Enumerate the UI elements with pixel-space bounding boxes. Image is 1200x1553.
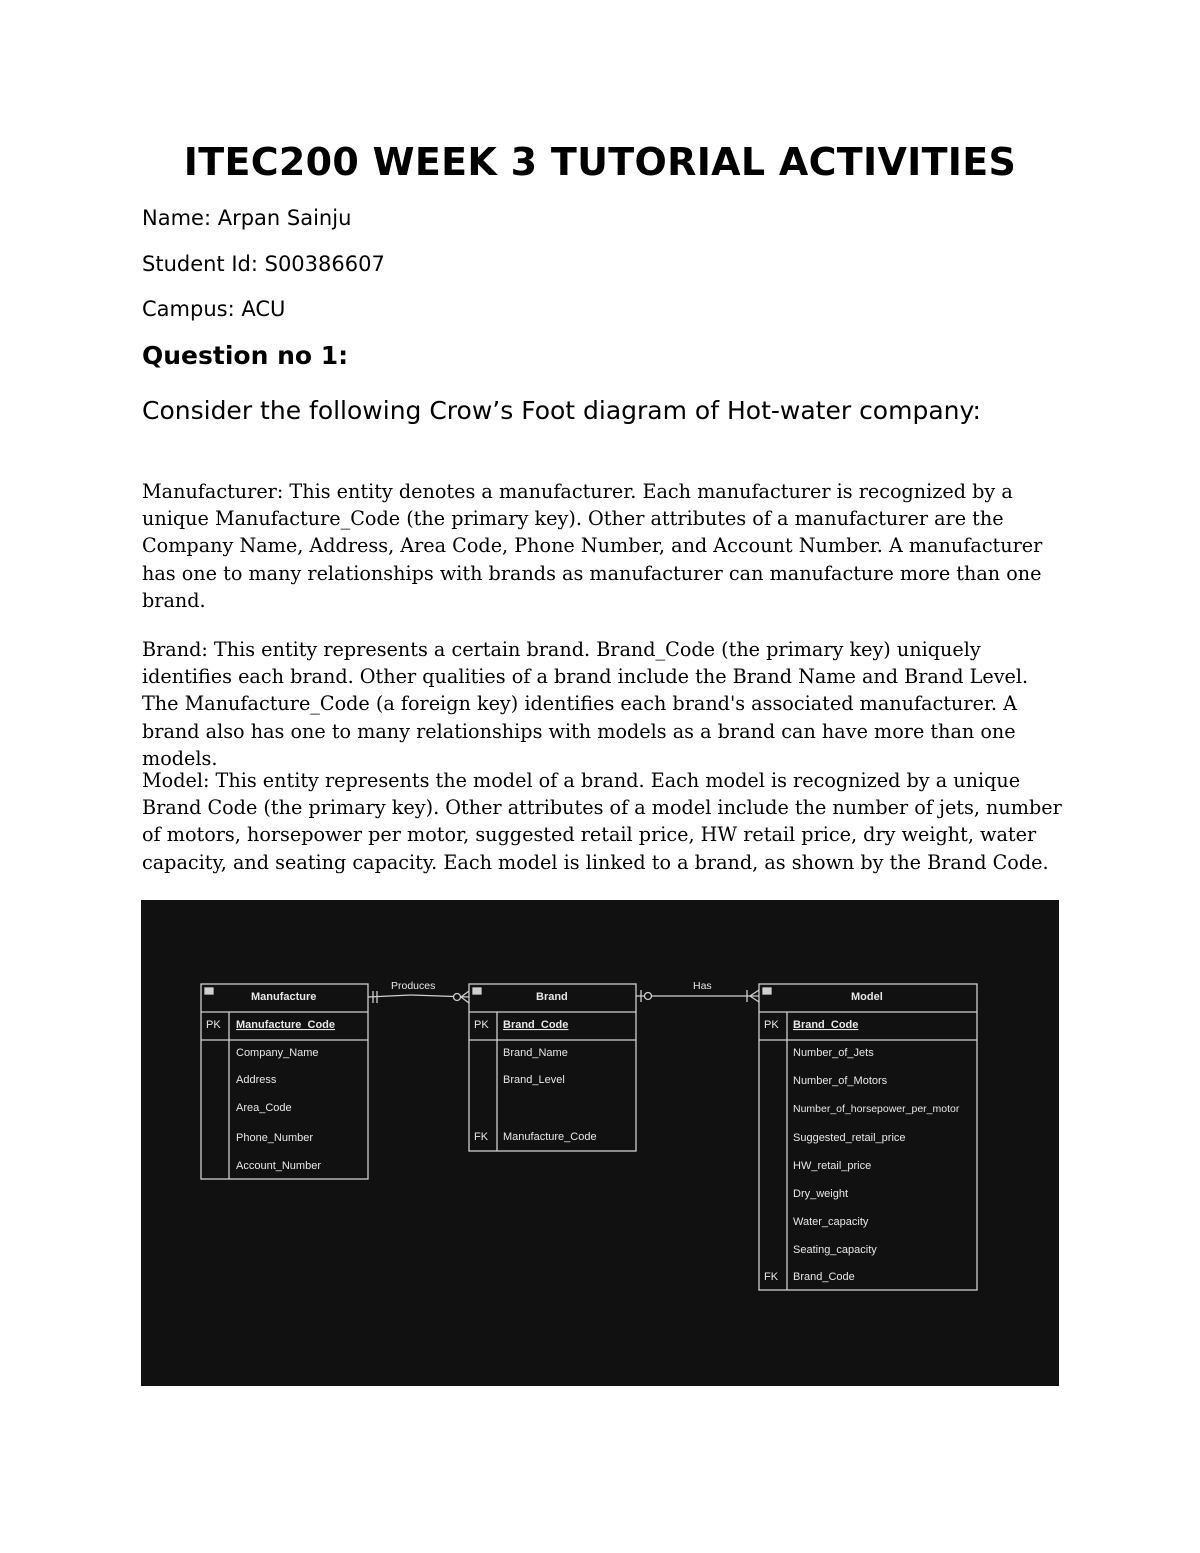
pk-attribute: Brand_Code [793,1019,859,1031]
fk-label: FK [474,1131,489,1143]
attribute: Water_capacity [793,1216,869,1228]
attribute: Company_Name [236,1047,319,1059]
attribute: Area_Code [236,1102,292,1114]
campus: Campus: ACU [142,297,286,321]
question-heading: Question no 1: [142,341,349,370]
attribute: Phone_Number [236,1132,314,1144]
attribute: Seating_capacity [793,1244,877,1256]
fk-label: FK [764,1271,779,1283]
erd-diagram [141,900,1059,1386]
entity-brand-title: Brand [536,991,568,1003]
attribute: Number_of_horsepower_per_motor [793,1103,960,1115]
pk-attribute: Manufacture_Code [236,1019,336,1031]
paragraph-manufacturer: Manufacturer: This entity denotes a manufacturer. Each manufacturer is recognized by a unique Manufacture_Code (the primary key). Other attributes of a manufacturer are the Company Name, Address, Area Code, Phone Number, and Account Number. A manufacturer has one to many relationships with brands as manufacturer can manufacture more than one brand. [142,480,1043,612]
pk-label: PK [474,1019,489,1031]
pk-label: PK [764,1019,779,1031]
entity-manufacture-title: Manufacture [251,991,317,1003]
attribute: Account_Number [236,1160,321,1172]
paragraph-model: Model: This entity represents the model of a brand. Each model is recognized by a unique Brand Code (the primary key). Other attributes of a model include the number of jets, number of motors, horsepower per motor, suggested retail price, HW retail price, dry weight, water capacity, and seating capacity. Each model is linked to a brand, as shown by the Brand Code. [142,769,1062,874]
entity-table-icon [473,988,481,994]
attribute: Brand_Level [503,1074,565,1086]
pk-attribute: Brand_Code [503,1019,569,1031]
relationship-produces-line [368,991,469,1003]
relationship-produces-label: Produces [391,980,436,992]
entity-manufacture [201,984,368,1179]
fk-attribute: Brand_Code [793,1271,855,1283]
relationship-has-label: Has [693,980,712,992]
attribute: Suggested_retail_price [793,1132,906,1144]
entity-table-icon [205,988,213,994]
student-name: Name: Arpan Sainju [142,206,352,230]
entity-table-icon [763,988,771,994]
entity-brand [469,984,636,1151]
attribute: Number_of_Jets [793,1047,874,1059]
attribute: HW_retail_price [793,1160,872,1172]
question-text: Consider the following Crow’s Foot diagram of Hot-water company: [142,396,981,425]
entity-model-title: Model [851,991,883,1003]
pk-label: PK [206,1019,221,1031]
attribute: Address [236,1074,277,1086]
student-id: Student Id: S00386607 [142,252,385,276]
attribute: Brand_Name [503,1047,568,1059]
document-title: ITEC200 WEEK 3 TUTORIAL ACTIVITIES [183,140,1017,184]
fk-attribute: Manufacture_Code [503,1131,597,1143]
attribute: Dry_weight [793,1188,849,1200]
paragraph-brand: Brand: This entity represents a certain brand. Brand_Code (the primary key) uniquely identifies each brand. Other qualities of a brand include the Brand Name and Brand Level. The Manufacture_Code (a foreign key) identifies each brand's associated manufacturer. A brand also has one to many relationships with models as a brand can have more than one models. [142,638,1029,770]
erd-canvas [141,900,1059,1386]
attribute: Number_of_Motors [793,1075,888,1087]
